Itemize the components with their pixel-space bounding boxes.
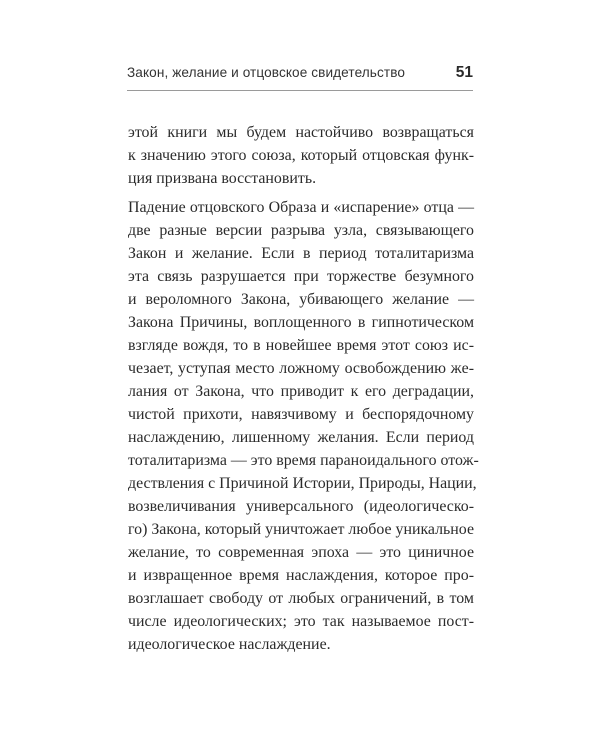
text-line: Закона Причины, воплощенного в гипнотическом bbox=[128, 314, 474, 331]
text-line: ция призвана восстановить. bbox=[128, 170, 317, 187]
text-line: числе идеологических; это так называемое пост- bbox=[128, 613, 474, 630]
text-line: чистой прихоти, навязчивому и беспорядочному bbox=[128, 406, 474, 423]
paragraph-continuation bbox=[128, 121, 474, 190]
text-line: Закон и желание. Если в период тоталитаризма bbox=[128, 245, 474, 262]
text-line: взгляде вождя, то в новейшее время этот союз ис- bbox=[128, 337, 474, 354]
text-line: возвеличивания универсального (идеологическо- bbox=[128, 498, 474, 515]
text-line: эта связь разрушается при торжестве безумного bbox=[128, 268, 474, 285]
text-line: чезает, уступая место ложному освобождению жe- bbox=[128, 360, 474, 377]
text-line: и извращенное время наслаждения, которое про- bbox=[128, 567, 474, 584]
text-line: к значению этого союза, который отцовская функ- bbox=[128, 147, 474, 164]
page-number: 51 bbox=[455, 64, 473, 81]
running-head bbox=[127, 64, 473, 86]
paragraph-main bbox=[128, 196, 479, 656]
header-rule bbox=[127, 90, 473, 91]
text-line: желание, то современная эпоха — это циничное bbox=[128, 544, 474, 561]
text-line: Падение отцовского Образа и «испарение» отца — bbox=[128, 199, 474, 216]
running-title: Закон, желание и отцовское свидетельство bbox=[127, 65, 406, 80]
text-line: две разные версии разрыва узла, связывающего bbox=[128, 222, 474, 239]
text-line: этой книги мы будем настойчиво возвращаться bbox=[128, 124, 474, 141]
text-line: го) Закона, который уничтожает любое уникальное bbox=[128, 521, 474, 538]
text-line: идеологическое наслаждение. bbox=[128, 636, 331, 653]
text-line: тоталитаризма — это время параноидального отож- bbox=[128, 452, 479, 469]
text-line: наслаждению, лишенному желания. Если период bbox=[128, 429, 474, 446]
text-line: дествления с Причиной Истории, Природы, Нации, bbox=[128, 475, 477, 492]
text-line: возглашает свободу от любых ограничений, в том bbox=[128, 590, 474, 607]
text-line: и вероломного Закона, убивающего желание — bbox=[128, 291, 474, 308]
text-line: лания от Закона, что приводит к его деградации, bbox=[128, 383, 474, 400]
